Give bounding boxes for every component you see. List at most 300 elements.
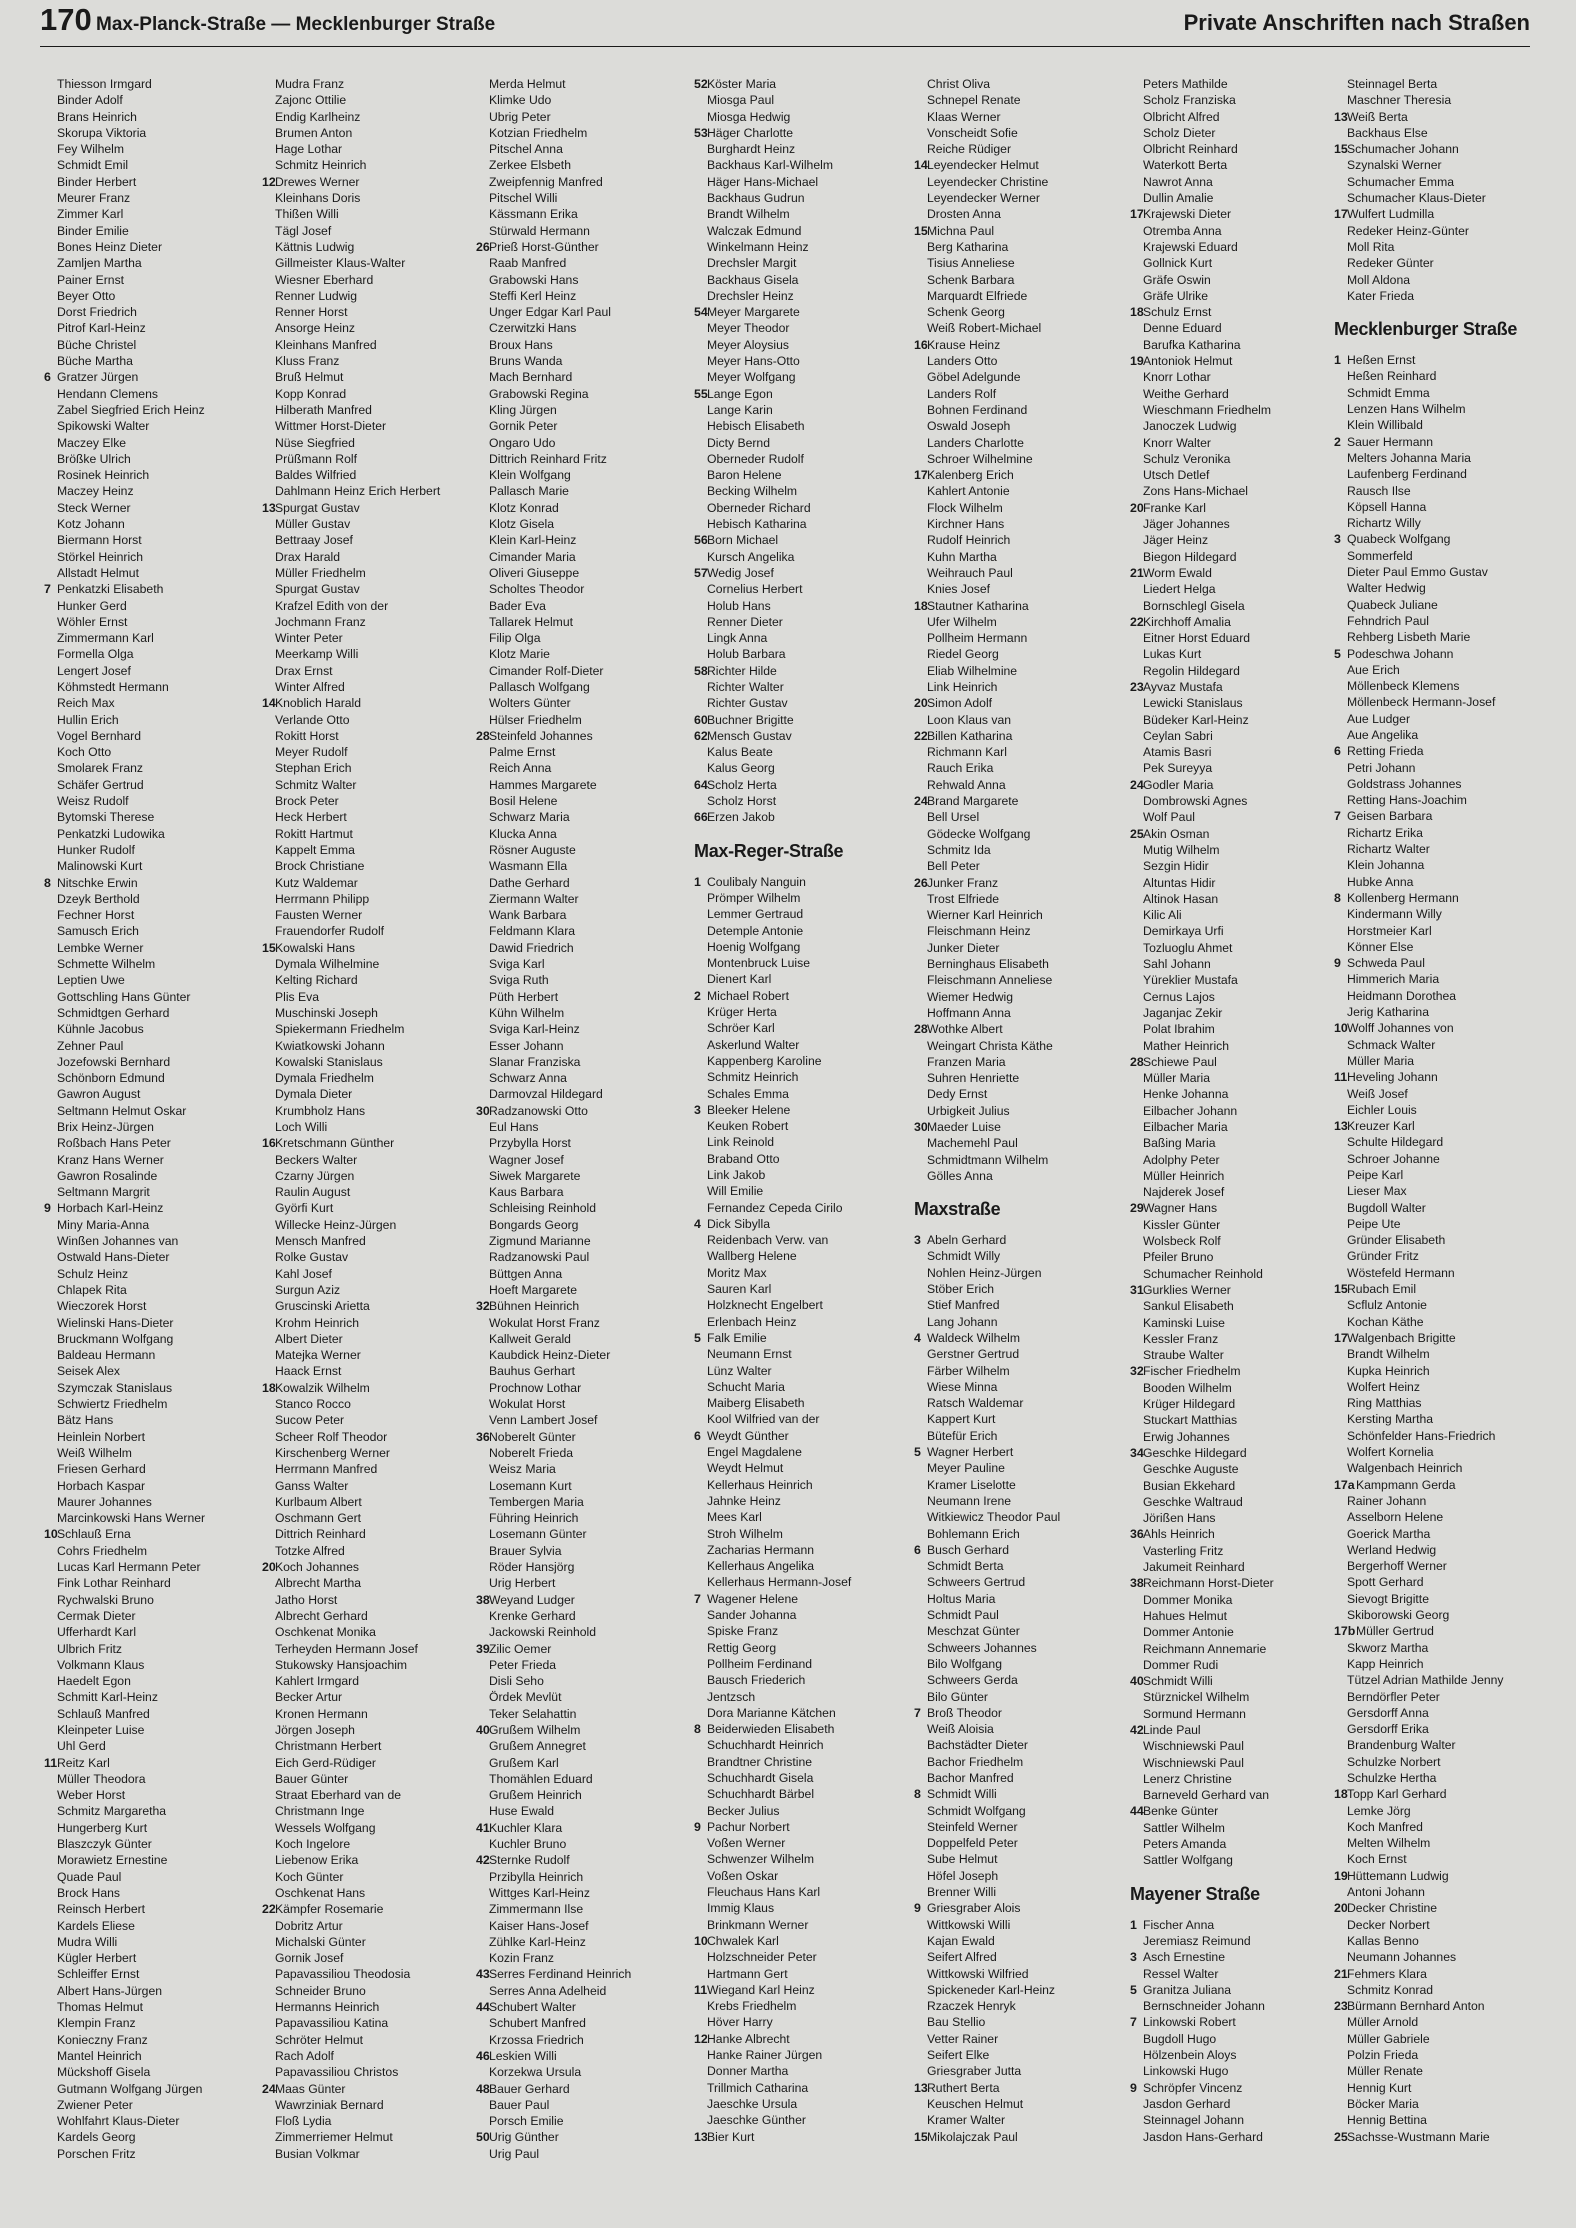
resident-name: Stautner Katharina xyxy=(927,598,1029,613)
resident-name: Serres Anna Adelheid xyxy=(489,1983,607,1998)
resident-name: Przybylla Horst xyxy=(489,1136,571,1151)
resident-name: Sahl Johann xyxy=(1143,957,1211,972)
resident-name: Schulzke Norbert xyxy=(1347,1754,1441,1769)
house-number: 30 xyxy=(476,1103,490,1118)
resident-name: Broux Hans xyxy=(489,337,553,352)
resident-entry xyxy=(262,157,476,173)
resident-entry xyxy=(44,923,258,939)
resident-name: Schönfelder Hans-Friedrich xyxy=(1347,1428,1496,1443)
resident-name: Kappert Kurt xyxy=(927,1412,996,1427)
resident-name: Quabeck Wolfgang xyxy=(1347,532,1451,547)
resident-entry xyxy=(914,1232,1128,1248)
resident-name: Schmidt Wolfgang xyxy=(927,1803,1026,1818)
resident-name: Kotz Johann xyxy=(57,517,125,532)
resident-entry xyxy=(262,581,476,597)
resident-name: Schmitz Heinrich xyxy=(707,1070,799,1085)
resident-name: Haedelt Egon xyxy=(57,1674,131,1689)
street-heading: Max-Reger-Straße xyxy=(694,840,844,861)
resident-entry xyxy=(1334,743,1548,759)
resident-name: Jäger Johannes xyxy=(1143,517,1230,532)
house-number: 12 xyxy=(694,2031,708,2046)
resident-name: Montenbruck Luise xyxy=(707,956,810,971)
resident-name: Hullin Erich xyxy=(57,712,119,727)
resident-entry xyxy=(262,1966,476,1982)
resident-entry xyxy=(1334,678,1548,694)
resident-entry xyxy=(1130,1135,1344,1151)
resident-entry xyxy=(262,1608,476,1624)
resident-entry xyxy=(44,842,258,858)
resident-name: Gurklies Werner xyxy=(1143,1282,1231,1297)
resident-entry xyxy=(1130,1559,1344,1575)
resident-entry xyxy=(476,1526,690,1542)
resident-entry xyxy=(1130,1998,1344,2014)
resident-entry xyxy=(694,1477,908,1493)
resident-entry xyxy=(694,1786,908,1802)
resident-entry xyxy=(694,386,908,402)
resident-entry xyxy=(1130,1266,1344,1282)
resident-entry xyxy=(914,288,1128,304)
resident-entry xyxy=(1130,1949,1344,1965)
resident-name: Retting Hans-Joachim xyxy=(1347,793,1467,808)
resident-name: Erlenbach Heinz xyxy=(707,1314,797,1329)
resident-entry xyxy=(694,1053,908,1069)
house-number: 1 xyxy=(694,874,701,889)
resident-entry xyxy=(914,1330,1128,1346)
resident-name: Hülser Friedhelm xyxy=(489,712,582,727)
house-number: 42 xyxy=(1130,1722,1144,1737)
resident-name: Weisz Rudolf xyxy=(57,794,129,809)
resident-entry xyxy=(44,1266,258,1282)
resident-name: Geschke Waltraud xyxy=(1143,1494,1243,1509)
resident-entry xyxy=(1334,1966,1548,1982)
resident-name: Grußem Heinrich xyxy=(489,1788,582,1803)
resident-name: Schneider Bruno xyxy=(275,1983,366,1998)
resident-entry xyxy=(262,2064,476,2080)
resident-entry xyxy=(262,1331,476,1347)
resident-name: Kaubdick Heinz-Dieter xyxy=(489,1348,611,1363)
resident-entry xyxy=(262,1315,476,1331)
resident-name: Kilic Ali xyxy=(1143,908,1182,923)
resident-entry xyxy=(1130,1852,1344,1868)
resident-entry xyxy=(1130,2096,1344,2112)
resident-name: Binder Emilie xyxy=(57,223,129,238)
resident-name: Brandt Wilhelm xyxy=(1347,1347,1430,1362)
resident-name: Polat Ibrahim xyxy=(1143,1022,1215,1037)
street-heading: Mayener Straße xyxy=(1130,1883,1260,1904)
resident-entry xyxy=(44,1298,258,1314)
resident-entry xyxy=(262,92,476,108)
resident-entry xyxy=(476,581,690,597)
resident-entry xyxy=(44,1233,258,1249)
resident-name: Ubrig Peter xyxy=(489,109,551,124)
resident-name: Reichmann Annemarie xyxy=(1143,1641,1267,1656)
resident-entry xyxy=(1334,2112,1548,2128)
resident-entry xyxy=(914,467,1128,483)
resident-entry xyxy=(694,1086,908,1102)
directory-column xyxy=(44,76,258,2162)
resident-name: Disli Seho xyxy=(489,1674,544,1689)
resident-entry xyxy=(262,174,476,190)
resident-name: Pitschel Anna xyxy=(489,142,563,157)
resident-name: Horbach Kaspar xyxy=(57,1478,146,1493)
resident-name: Hunker Rudolf xyxy=(57,842,135,857)
resident-name: Porsch Emilie xyxy=(489,2114,564,2129)
resident-name: Dieter Paul Emmo Gustav xyxy=(1347,565,1488,580)
resident-entry xyxy=(694,1737,908,1753)
resident-name: Kleinhans Doris xyxy=(275,191,361,206)
resident-name: Dittrich Reinhard xyxy=(275,1527,366,1542)
resident-name: Heidmann Dorothea xyxy=(1347,988,1457,1003)
resident-name: Walgenbach Brigitte xyxy=(1347,1330,1456,1345)
directory-column xyxy=(1130,76,1344,2145)
resident-entry xyxy=(1334,1346,1548,1362)
house-number: 20 xyxy=(262,1560,276,1575)
resident-entry xyxy=(1130,549,1344,565)
resident-entry xyxy=(262,1347,476,1363)
resident-name: Mantel Heinrich xyxy=(57,2048,142,2063)
resident-name: Weingart Christa Käthe xyxy=(927,1038,1053,1053)
resident-entry xyxy=(914,1428,1128,1444)
resident-name: Weydt Helmut xyxy=(707,1461,784,1476)
resident-entry xyxy=(44,793,258,809)
resident-entry xyxy=(1334,1851,1548,1867)
resident-entry xyxy=(914,1460,1128,1476)
resident-name: Dullin Amalie xyxy=(1143,191,1214,206)
resident-entry xyxy=(1130,1722,1344,1738)
resident-name: Buchner Brigitte xyxy=(707,712,794,727)
resident-entry xyxy=(914,435,1128,451)
resident-name: Maschner Theresia xyxy=(1347,93,1452,108)
resident-entry xyxy=(476,500,690,516)
resident-name: Uhl Gerd xyxy=(57,1739,106,1754)
resident-name: Papavassiliou Katina xyxy=(275,2016,389,2031)
resident-name: Krafzel Edith von der xyxy=(275,598,389,613)
resident-entry xyxy=(476,630,690,646)
resident-entry xyxy=(694,1167,908,1183)
resident-name: Mather Heinrich xyxy=(1143,1038,1230,1053)
resident-name: Redeker Günter xyxy=(1347,256,1434,271)
resident-name: Eul Hans xyxy=(489,1120,539,1134)
resident-name: Scflulz Antonie xyxy=(1347,1298,1427,1313)
resident-name: Sube Helmut xyxy=(927,1852,998,1867)
resident-entry xyxy=(476,1249,690,1265)
resident-entry xyxy=(44,1168,258,1184)
resident-name: Müller Maria xyxy=(1347,1053,1415,1068)
resident-name: Donner Martha xyxy=(707,2064,789,2079)
resident-entry xyxy=(44,1641,258,1657)
resident-name: Rosinek Heinrich xyxy=(57,468,150,483)
house-number: 24 xyxy=(1130,777,1144,792)
resident-entry xyxy=(476,1315,690,1331)
resident-name: Rösner Auguste xyxy=(489,842,576,857)
resident-name: Lemmer Gertraud xyxy=(707,907,804,922)
resident-entry xyxy=(476,1168,690,1184)
resident-name: Goldstrass Johannes xyxy=(1347,776,1462,791)
resident-entry xyxy=(1334,890,1548,906)
resident-entry xyxy=(44,940,258,956)
house-number: 18 xyxy=(262,1380,276,1395)
resident-name: Biegon Hildegard xyxy=(1143,549,1237,564)
resident-entry xyxy=(694,744,908,760)
resident-entry xyxy=(44,1331,258,1347)
house-number: 20 xyxy=(914,696,928,711)
resident-name: Floß Lydia xyxy=(275,2114,332,2129)
house-number: 28 xyxy=(1130,1054,1144,1069)
resident-entry xyxy=(44,2146,258,2162)
resident-entry xyxy=(1130,1347,1344,1363)
resident-name: Leyendecker Werner xyxy=(927,191,1040,206)
resident-name: Noberelt Günter xyxy=(489,1429,576,1444)
house-number: 12 xyxy=(262,174,276,189)
resident-name: Gillmeister Klaus-Walter xyxy=(275,256,406,271)
resident-name: Dommer Antonie xyxy=(1143,1625,1234,1640)
resident-name: Weihrauch Paul xyxy=(927,565,1013,580)
resident-entry xyxy=(44,109,258,125)
resident-entry xyxy=(476,1543,690,1559)
resident-name: Maas Günter xyxy=(275,2081,346,2096)
resident-entry xyxy=(694,1721,908,1737)
resident-entry xyxy=(1130,1168,1344,1184)
resident-entry xyxy=(476,2032,690,2048)
resident-entry xyxy=(914,223,1128,239)
resident-entry xyxy=(1334,174,1548,190)
resident-name: Kindermann Willy xyxy=(1347,907,1442,922)
resident-entry xyxy=(1334,629,1548,645)
resident-entry xyxy=(1334,206,1548,222)
resident-name: Zehner Paul xyxy=(57,1038,124,1053)
resident-name: Oliveri Giuseppe xyxy=(489,565,580,580)
resident-name: Schmitz Walter xyxy=(275,777,357,792)
resident-entry xyxy=(1334,2047,1548,2063)
resident-entry xyxy=(44,239,258,255)
resident-entry xyxy=(44,777,258,793)
resident-entry xyxy=(476,972,690,988)
resident-name: Koch Günter xyxy=(275,1869,344,1884)
resident-name: Unger Edgar Karl Paul xyxy=(489,305,611,320)
resident-entry xyxy=(44,1445,258,1461)
resident-name: Wischniewski Paul xyxy=(1143,1755,1244,1770)
house-number: 52 xyxy=(694,77,708,91)
house-number: 60 xyxy=(694,712,708,727)
resident-entry xyxy=(476,239,690,255)
resident-entry xyxy=(262,1836,476,1852)
resident-name: Ansorge Heinz xyxy=(275,321,355,336)
resident-name: Schroer Wilhelmine xyxy=(927,451,1033,466)
resident-name: Müller Maria xyxy=(1143,1071,1211,1086)
resident-name: Häger Charlotte xyxy=(707,125,794,140)
resident-name: Schlauß Manfred xyxy=(57,1706,150,1721)
resident-entry xyxy=(44,663,258,679)
resident-entry xyxy=(1334,466,1548,482)
resident-name: Antoni Johann xyxy=(1347,1885,1425,1900)
resident-name: Beyer Otto xyxy=(57,288,116,303)
resident-entry xyxy=(1130,141,1344,157)
resident-name: Zamljen Martha xyxy=(57,256,142,271)
house-number: 11 xyxy=(694,1982,708,1997)
resident-entry xyxy=(262,728,476,744)
resident-entry xyxy=(1334,923,1548,939)
house-number: 36 xyxy=(1130,1527,1144,1542)
resident-entry xyxy=(476,1983,690,1999)
directory-column xyxy=(694,76,908,2145)
resident-entry xyxy=(1130,679,1344,695)
resident-name: Wierner Karl Heinrich xyxy=(927,908,1043,923)
resident-entry xyxy=(476,288,690,304)
resident-name: Leyendecker Helmut xyxy=(927,158,1039,173)
resident-name: Raulin August xyxy=(275,1185,351,1200)
resident-name: Sommerfeld xyxy=(1347,548,1413,563)
resident-name: Meyer Rudolf xyxy=(275,745,348,760)
resident-entry xyxy=(44,125,258,141)
resident-name: Klotz Gisela xyxy=(489,517,555,532)
resident-entry xyxy=(44,1803,258,1819)
house-number: 38 xyxy=(1130,1576,1144,1591)
resident-entry xyxy=(914,1444,1128,1460)
resident-name: Klotz Marie xyxy=(489,647,550,662)
resident-name: Schweers Gertrud xyxy=(927,1575,1026,1590)
resident-name: Busian Volkmar xyxy=(275,2146,360,2161)
resident-name: Rehberg Lisbeth Marie xyxy=(1347,630,1471,645)
resident-name: Reitz Karl xyxy=(57,1755,110,1770)
resident-name: Bürmann Bernhard Anton xyxy=(1347,1999,1485,2014)
resident-name: Painer Ernst xyxy=(57,272,125,287)
resident-entry xyxy=(476,2146,690,2162)
resident-entry xyxy=(1334,483,1548,499)
resident-name: Gräfe Ulrike xyxy=(1143,288,1209,303)
resident-entry xyxy=(262,1412,476,1428)
house-number: 24 xyxy=(914,794,928,809)
resident-name: Winßen Johannes van xyxy=(57,1234,179,1249)
resident-name: Sattler Wilhelm xyxy=(1143,1820,1225,1835)
resident-name: Ceylan Sabri xyxy=(1143,728,1213,743)
resident-entry xyxy=(262,1934,476,1950)
resident-entry xyxy=(1130,1315,1344,1331)
resident-name: Klotz Konrad xyxy=(489,500,559,515)
resident-name: Keuschen Helmut xyxy=(927,2096,1024,2111)
resident-entry xyxy=(914,451,1128,467)
resident-name: Mudra Franz xyxy=(275,77,345,91)
resident-name: Beiderwieden Elisabeth xyxy=(707,1722,835,1737)
resident-entry xyxy=(1130,891,1344,907)
resident-name: Olbricht Reinhard xyxy=(1143,142,1238,157)
resident-name: Wischniewski Paul xyxy=(1143,1739,1244,1754)
resident-name: Wedig Josef xyxy=(707,565,774,580)
resident-entry xyxy=(914,581,1128,597)
resident-name: Schenk Barbara xyxy=(927,272,1015,287)
resident-entry xyxy=(694,1363,908,1379)
resident-entry xyxy=(476,92,690,108)
resident-entry xyxy=(476,2064,690,2080)
resident-name: Machemehl Paul xyxy=(927,1136,1018,1151)
resident-entry xyxy=(1130,1755,1344,1771)
resident-name: Pitrof Karl-Heinz xyxy=(57,321,146,336)
resident-name: Zwiener Peter xyxy=(57,2097,133,2112)
resident-entry xyxy=(1334,1118,1548,1134)
resident-name: Schulz Ernst xyxy=(1143,305,1212,320)
resident-name: Fernandez Cepeda Cirilo xyxy=(707,1200,843,1215)
resident-name: Wittkowski Wilfried xyxy=(927,1966,1029,1981)
resident-name: Schubert Manfred xyxy=(489,2016,586,2031)
resident-name: Benke Günter xyxy=(1143,1804,1219,1819)
directory-columns xyxy=(44,76,1544,2216)
house-number: 32 xyxy=(476,1299,490,1314)
resident-name: Wieczorek Horst xyxy=(57,1299,147,1314)
resident-entry xyxy=(1130,1673,1344,1689)
resident-name: Ruthert Berta xyxy=(927,2080,1000,2095)
resident-entry xyxy=(914,76,1128,92)
resident-name: Lenerz Christine xyxy=(1143,1771,1232,1786)
resident-name: Sattler Wolfgang xyxy=(1143,1853,1233,1868)
resident-entry xyxy=(914,2112,1128,2128)
resident-entry xyxy=(44,728,258,744)
resident-name: Suhren Henriette xyxy=(927,1071,1020,1086)
house-number: 13 xyxy=(914,2080,928,2095)
resident-name: Spurgat Gustav xyxy=(275,582,360,597)
resident-entry xyxy=(914,793,1128,809)
resident-entry xyxy=(694,500,908,516)
resident-name: Grabowski Hans xyxy=(489,272,579,287)
resident-name: Schmitz Heinrich xyxy=(275,158,367,173)
resident-name: Drax Harald xyxy=(275,549,341,564)
resident-name: Peters Mathilde xyxy=(1143,77,1228,91)
resident-entry xyxy=(694,1966,908,1982)
resident-entry xyxy=(914,679,1128,695)
resident-name: Wallberg Helene xyxy=(707,1249,797,1264)
resident-entry xyxy=(262,1429,476,1445)
resident-entry xyxy=(262,369,476,385)
resident-entry xyxy=(914,1346,1128,1362)
resident-entry xyxy=(914,1314,1128,1330)
resident-name: Gölles Anna xyxy=(927,1168,993,1183)
resident-name: Schmidt Willi xyxy=(1143,1674,1213,1689)
resident-entry xyxy=(914,1656,1128,1672)
resident-entry xyxy=(1130,1021,1344,1037)
resident-name: Brandtner Christine xyxy=(707,1754,812,1769)
resident-name: Renner Horst xyxy=(275,305,348,320)
resident-name: Wolters Günter xyxy=(489,696,571,711)
resident-name: Noberelt Frieda xyxy=(489,1445,573,1460)
resident-entry xyxy=(1334,1281,1548,1297)
resident-name: Köster Maria xyxy=(707,77,777,91)
resident-name: Booden Wilhelm xyxy=(1143,1380,1232,1395)
resident-name: Vasterling Fritz xyxy=(1143,1543,1224,1558)
resident-entry xyxy=(1130,598,1344,614)
resident-entry xyxy=(262,842,476,858)
house-number: 9 xyxy=(1130,2080,1137,2095)
resident-entry xyxy=(1130,1233,1344,1249)
resident-entry xyxy=(1130,1592,1344,1608)
resident-entry xyxy=(476,1380,690,1396)
resident-entry xyxy=(44,1249,258,1265)
resident-entry xyxy=(694,663,908,679)
resident-name: Papavassiliou Theodosia xyxy=(275,1967,411,1982)
resident-name: Serres Ferdinand Heinrich xyxy=(489,1967,632,1982)
resident-entry xyxy=(914,1054,1128,1070)
resident-entry xyxy=(262,1135,476,1151)
resident-name: Walter Hedwig xyxy=(1347,581,1426,596)
resident-entry xyxy=(914,2096,1128,2112)
resident-entry xyxy=(44,353,258,369)
resident-name: Christmann Herbert xyxy=(275,1739,382,1754)
resident-name: Kelting Richard xyxy=(275,973,358,988)
resident-name: Krenke Gerhard xyxy=(489,1608,576,1623)
resident-name: Leyendecker Christine xyxy=(927,174,1049,189)
resident-entry xyxy=(1334,1737,1548,1753)
resident-entry xyxy=(694,402,908,418)
resident-name: Fehmers Klara xyxy=(1347,1966,1427,1981)
resident-name: Schmidt Paul xyxy=(927,1608,999,1623)
resident-entry xyxy=(262,989,476,1005)
